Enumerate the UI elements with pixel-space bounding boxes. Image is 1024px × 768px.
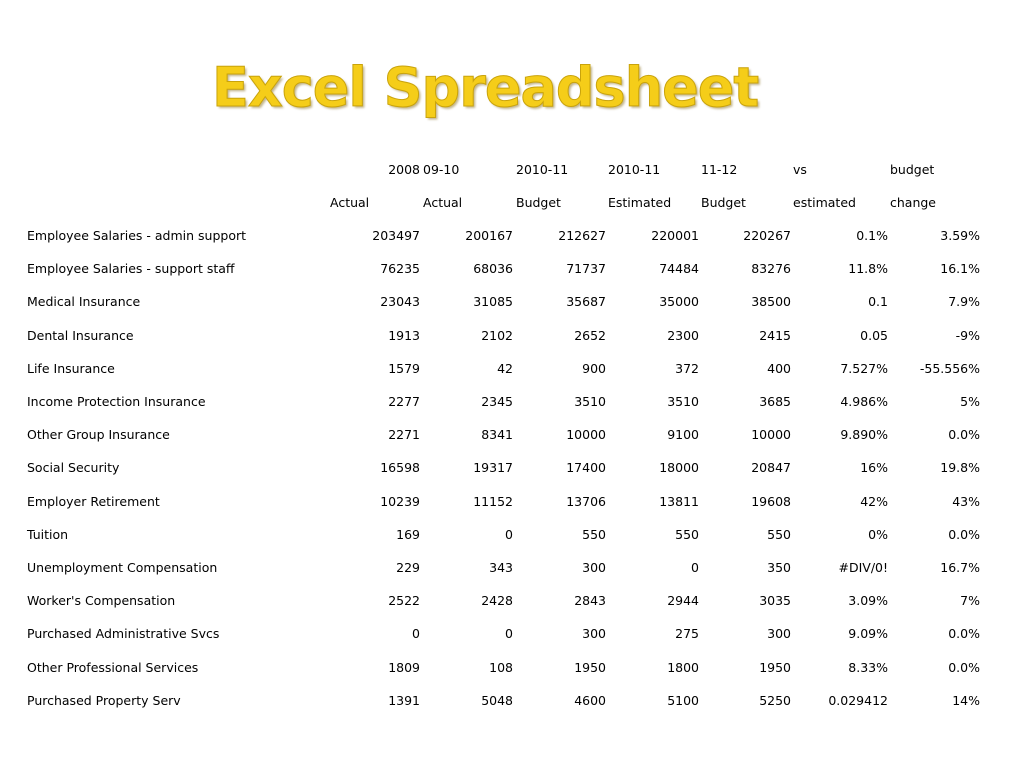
table-cell: 35687 <box>566 294 606 309</box>
table-cell: 0.0% <box>948 527 980 542</box>
table-cell: 300 <box>582 560 606 575</box>
table-cell: 13811 <box>659 494 699 509</box>
row-label: Worker's Compensation <box>27 593 176 608</box>
table-cell: 8341 <box>481 427 513 442</box>
table-cell: 10000 <box>751 427 791 442</box>
row-label: Purchased Property Serv <box>27 693 181 708</box>
table-cell: 76235 <box>380 261 420 276</box>
table-cell: 1391 <box>388 693 420 708</box>
page-title: Excel Spreadsheet <box>212 56 759 119</box>
table-cell: 1950 <box>759 660 791 675</box>
table-cell: 0.0% <box>948 427 980 442</box>
row-label: Employer Retirement <box>27 494 160 509</box>
table-cell: 5% <box>960 394 980 409</box>
table-cell: 200167 <box>465 228 513 243</box>
table-cell: 4.986% <box>840 394 888 409</box>
table-cell: 14% <box>952 693 980 708</box>
table-cell: 2522 <box>388 593 420 608</box>
row-label: Social Security <box>27 460 120 475</box>
table-cell: 212627 <box>558 228 606 243</box>
table-cell: #DIV/0! <box>838 560 888 575</box>
row-label: Unemployment Compensation <box>27 560 218 575</box>
table-cell: 220001 <box>651 228 699 243</box>
table-cell: 0 <box>505 626 513 641</box>
table-cell: 3685 <box>759 394 791 409</box>
row-label: Other Professional Services <box>27 660 199 675</box>
table-cell: 5048 <box>481 693 513 708</box>
table-cell: 0.1% <box>856 228 888 243</box>
header-cell: Estimated <box>608 195 672 210</box>
table-cell: 2271 <box>388 427 420 442</box>
table-cell: 300 <box>582 626 606 641</box>
table-cell: 1579 <box>388 361 420 376</box>
table-cell: 0 <box>691 560 699 575</box>
table-cell: 0.1 <box>868 294 888 309</box>
table-cell: 2277 <box>388 394 420 409</box>
table-cell: 3510 <box>574 394 606 409</box>
header-cell: Actual <box>330 195 370 210</box>
table-cell: 3.59% <box>940 228 980 243</box>
table-cell: 343 <box>489 560 513 575</box>
table-cell: 7.527% <box>840 361 888 376</box>
table-cell: 10000 <box>566 427 606 442</box>
table-cell: 13706 <box>566 494 606 509</box>
table-cell: 16.1% <box>940 261 980 276</box>
table-cell: 400 <box>767 361 791 376</box>
table-cell: 68036 <box>473 261 513 276</box>
table-cell: -55.556% <box>919 361 980 376</box>
table-cell: 2300 <box>667 328 699 343</box>
table-cell: 550 <box>767 527 791 542</box>
table-cell: 42 <box>497 361 513 376</box>
table-cell: 5250 <box>759 693 791 708</box>
table-cell: 1950 <box>574 660 606 675</box>
table-cell: 16598 <box>380 460 420 475</box>
table-cell: 38500 <box>751 294 791 309</box>
table-cell: 74484 <box>659 261 699 276</box>
table-cell: 19317 <box>473 460 513 475</box>
row-label: Dental Insurance <box>27 328 134 343</box>
table-cell: 203497 <box>372 228 420 243</box>
table-cell: -9% <box>955 328 980 343</box>
table-cell: 42% <box>860 494 888 509</box>
table-cell: 275 <box>675 626 699 641</box>
row-label: Other Group Insurance <box>27 427 170 442</box>
table-cell: 169 <box>396 527 420 542</box>
table-cell: 17400 <box>566 460 606 475</box>
table-cell: 550 <box>675 527 699 542</box>
table-cell: 372 <box>675 361 699 376</box>
row-label: Employee Salaries - admin support <box>27 228 247 243</box>
row-label: Medical Insurance <box>27 294 141 309</box>
table-cell: 11152 <box>473 494 513 509</box>
table-cell: 9.09% <box>848 626 888 641</box>
table-cell: 35000 <box>659 294 699 309</box>
table-cell: 16.7% <box>940 560 980 575</box>
table-cell: 0.05 <box>860 328 888 343</box>
table-cell: 900 <box>582 361 606 376</box>
header-cell: 11-12 <box>701 162 738 177</box>
table-cell: 2944 <box>667 593 699 608</box>
row-label: Employee Salaries - support staff <box>27 261 235 276</box>
table-cell: 43% <box>952 494 980 509</box>
table-cell: 0 <box>412 626 420 641</box>
table-cell: 220267 <box>743 228 791 243</box>
table-cell: 8.33% <box>848 660 888 675</box>
table-cell: 2415 <box>759 328 791 343</box>
table-cell: 3510 <box>667 394 699 409</box>
header-cell: vs <box>793 162 807 177</box>
table-cell: 2843 <box>574 593 606 608</box>
table-cell: 9100 <box>667 427 699 442</box>
table-cell: 19608 <box>751 494 791 509</box>
header-cell: 2008 <box>388 162 420 177</box>
table-cell: 7% <box>960 593 980 608</box>
table-cell: 71737 <box>566 261 606 276</box>
table-cell: 0.0% <box>948 626 980 641</box>
table-cell: 5100 <box>667 693 699 708</box>
table-cell: 2345 <box>481 394 513 409</box>
table-cell: 9.890% <box>840 427 888 442</box>
table-cell: 16% <box>860 460 888 475</box>
header-cell: 09-10 <box>423 162 460 177</box>
header-cell: budget <box>890 162 935 177</box>
row-label: Income Protection Insurance <box>27 394 206 409</box>
table-cell: 7.9% <box>948 294 980 309</box>
table-cell: 2652 <box>574 328 606 343</box>
table-cell: 20847 <box>751 460 791 475</box>
table-cell: 19.8% <box>940 460 980 475</box>
table-cell: 550 <box>582 527 606 542</box>
table-cell: 350 <box>767 560 791 575</box>
table-cell: 229 <box>396 560 420 575</box>
table-cell: 0.029412 <box>828 693 888 708</box>
table-cell: 300 <box>767 626 791 641</box>
header-cell: Budget <box>701 195 746 210</box>
table-cell: 1913 <box>388 328 420 343</box>
table-cell: 83276 <box>751 261 791 276</box>
row-label: Life Insurance <box>27 361 115 376</box>
table-cell: 108 <box>489 660 513 675</box>
table-cell: 18000 <box>659 460 699 475</box>
header-cell: estimated <box>793 195 856 210</box>
table-cell: 2102 <box>481 328 513 343</box>
table-cell: 2428 <box>481 593 513 608</box>
header-cell: Actual <box>423 195 463 210</box>
table-cell: 11.8% <box>848 261 888 276</box>
header-cell: 2010-11 <box>608 162 661 177</box>
table-cell: 0% <box>868 527 888 542</box>
table-cell: 0.0% <box>948 660 980 675</box>
table-cell: 3.09% <box>848 593 888 608</box>
header-cell: 2010-11 <box>516 162 569 177</box>
header-cell: Budget <box>516 195 561 210</box>
row-label: Purchased Administrative Svcs <box>27 626 220 641</box>
table-cell: 23043 <box>380 294 420 309</box>
table-cell: 1800 <box>667 660 699 675</box>
table-cell: 3035 <box>759 593 791 608</box>
table-cell: 10239 <box>380 494 420 509</box>
table-cell: 31085 <box>473 294 513 309</box>
table-cell: 4600 <box>574 693 606 708</box>
row-label: Tuition <box>27 527 69 542</box>
table-cell: 1809 <box>388 660 420 675</box>
table-cell: 0 <box>505 527 513 542</box>
header-cell: change <box>890 195 937 210</box>
